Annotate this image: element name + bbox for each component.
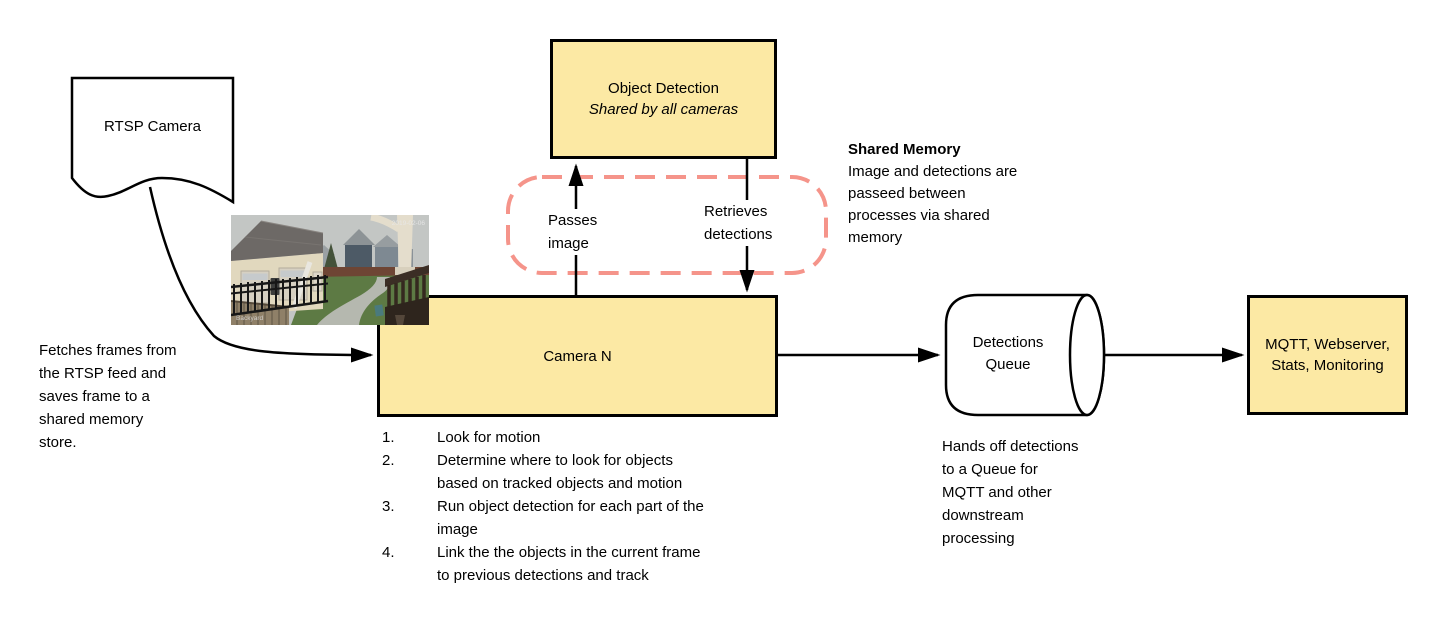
fetches-line: the RTSP feed and — [39, 365, 167, 382]
camera-process-steps — [382, 426, 704, 587]
passes-image-line: image — [548, 235, 589, 252]
hands-off-line: Hands off detections — [942, 438, 1079, 455]
step-number — [382, 518, 437, 541]
hands-off-line: MQTT and other — [942, 484, 1052, 501]
fetches-frames-note — [39, 339, 177, 454]
step-item — [382, 449, 704, 472]
rtsp-document-shape — [72, 78, 233, 202]
step-number — [382, 564, 437, 587]
fetches-line: store. — [39, 434, 77, 451]
step-text: Determine where to look for objects — [437, 452, 673, 469]
shared-memory-line: Image and detections are — [848, 163, 1018, 180]
photo-camera-name-label: Backyard — [236, 315, 264, 322]
mqtt-label-line2: Stats, Monitoring — [1271, 357, 1384, 374]
step-item-continuation — [382, 472, 704, 495]
fetches-line: Fetches frames from — [39, 342, 177, 359]
step-item — [382, 495, 704, 518]
detections-queue-line: Detections — [972, 334, 1044, 351]
hands-off-line: downstream — [942, 507, 1024, 524]
step-number: 3. — [382, 498, 395, 515]
step-text: Run object detection for each part of the — [437, 498, 704, 515]
step-item — [382, 541, 704, 564]
passes-image-line: Passes — [548, 212, 598, 229]
photo-timestamp: 2019-02-06 — [391, 220, 425, 227]
step-number: 1. — [382, 429, 395, 446]
shared-memory-note — [848, 139, 1017, 249]
hands-off-line: processing — [942, 530, 1015, 547]
step-number: 4. — [382, 544, 395, 561]
step-number: 2. — [382, 452, 395, 469]
shared-memory-title: Shared Memory — [848, 141, 961, 158]
detections-queue-label — [944, 332, 1072, 375]
retrieves-detections-line: detections — [704, 226, 773, 243]
step-text: based on tracked objects and motion — [437, 475, 683, 492]
retrieves-detections-label — [701, 200, 775, 246]
rtsp-camera-label: RTSP Camera — [104, 118, 201, 135]
retrieves-detections-line: Retrieves — [704, 203, 768, 220]
camera-n-label: Camera N — [543, 347, 612, 365]
fetches-line: shared memory — [39, 411, 144, 428]
step-item-continuation — [382, 564, 704, 587]
object-detection-title: Object Detection — [608, 80, 719, 97]
step-number — [382, 472, 437, 495]
fetches-line: saves frame to a — [39, 388, 150, 405]
step-item-continuation — [382, 518, 704, 541]
camera-frame-photo — [231, 215, 429, 325]
step-item — [382, 426, 704, 449]
hands-off-note — [942, 435, 1078, 550]
shared-memory-line: memory — [848, 229, 903, 246]
hands-off-line: to a Queue for — [942, 461, 1038, 478]
queue-cylinder-cap — [1070, 295, 1104, 415]
step-text: Link the the objects in the current frame — [437, 544, 701, 561]
object-detection-subtitle: Shared by all cameras — [588, 101, 739, 118]
passes-image-label — [545, 209, 600, 255]
shared-memory-line: passeed between — [848, 185, 966, 202]
shared-memory-line: processes via shared — [848, 207, 990, 224]
step-text: image — [437, 521, 478, 538]
step-text: Look for motion — [437, 429, 541, 446]
detections-queue-line: Queue — [985, 355, 1031, 373]
step-text: to previous detections and track — [437, 567, 649, 584]
mqtt-label-line1: MQTT, Webserver, — [1265, 335, 1390, 353]
